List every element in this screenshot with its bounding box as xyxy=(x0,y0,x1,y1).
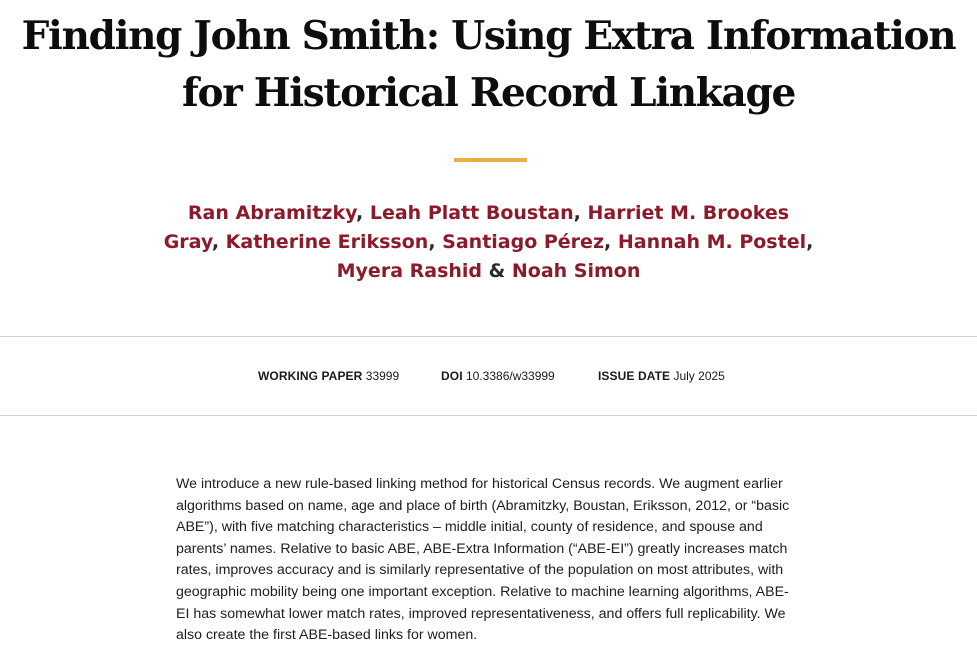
abstract xyxy=(176,474,804,647)
working-paper-value: 33999 xyxy=(365,369,400,383)
doi xyxy=(441,368,555,384)
author-separator: , xyxy=(211,231,220,253)
issue-date-value: July 2025 xyxy=(673,369,725,383)
author-separator: , xyxy=(806,231,814,253)
abstract-line: EI has somewhat lower match rates, improved representativeness, and offers full replicability. We xyxy=(176,605,786,622)
title-accent-rule xyxy=(454,158,527,162)
abstract-line: also create the first ABE-based links for women. xyxy=(176,627,478,644)
author-separator: , xyxy=(356,202,364,224)
author-link[interactable]: Leah Platt Boustan xyxy=(369,202,574,224)
meta-divider-top xyxy=(0,336,977,337)
abstract-line: rates, improves accuracy and is similarly representative of the population on most attributes, with xyxy=(176,562,784,579)
author-separator: , xyxy=(604,231,612,253)
title-line-1: Finding John Smith: Using Extra Information xyxy=(21,13,956,59)
abstract-line: ABE”), with five matching characteristics – middle initial, county of residence, and spouse and xyxy=(176,519,763,536)
working-paper-label: WORKING PAPER xyxy=(258,369,363,383)
author-link[interactable]: Ran Abramitzky xyxy=(187,202,357,224)
issue-date-label: ISSUE DATE xyxy=(598,369,671,383)
author-separator: , xyxy=(573,202,581,224)
page-title xyxy=(0,8,977,122)
author-link[interactable]: Noah Simon xyxy=(511,260,641,282)
author-link[interactable]: Myera Rashid xyxy=(336,260,483,282)
doi-value[interactable]: 10.3386/w33999 xyxy=(465,369,555,383)
author-list xyxy=(160,199,817,286)
issue-date xyxy=(598,368,725,384)
author-separator: , xyxy=(428,231,436,253)
abstract-line: parents’ names. Relative to basic ABE, ABE-Extra Information (“ABE-EI”) greatly increases match xyxy=(176,540,788,557)
doi-label: DOI xyxy=(441,369,463,383)
abstract-line: algorithms based on name, age and place of birth (Abramitzky, Boustan, Eriksson, 2012, or “basic xyxy=(176,497,790,514)
title-line-2: for Historical Record Linkage xyxy=(182,70,795,116)
author-link[interactable]: Harriet M. Brookes Gray xyxy=(163,202,790,253)
working-paper-number xyxy=(258,368,399,384)
meta-divider-bottom xyxy=(0,415,977,416)
author-link[interactable]: Katherine Eriksson xyxy=(225,231,429,253)
author-link[interactable]: Santiago Pérez xyxy=(442,231,604,253)
abstract-line: geographic mobility being one important exception. Relative to machine learning algorithms, ABE- xyxy=(176,583,789,600)
author-link[interactable]: Hannah M. Postel xyxy=(617,231,807,253)
author-ampersand: & xyxy=(488,260,506,282)
abstract-line: We introduce a new rule-based linking method for historical Census records. We augment earlier xyxy=(176,476,783,492)
